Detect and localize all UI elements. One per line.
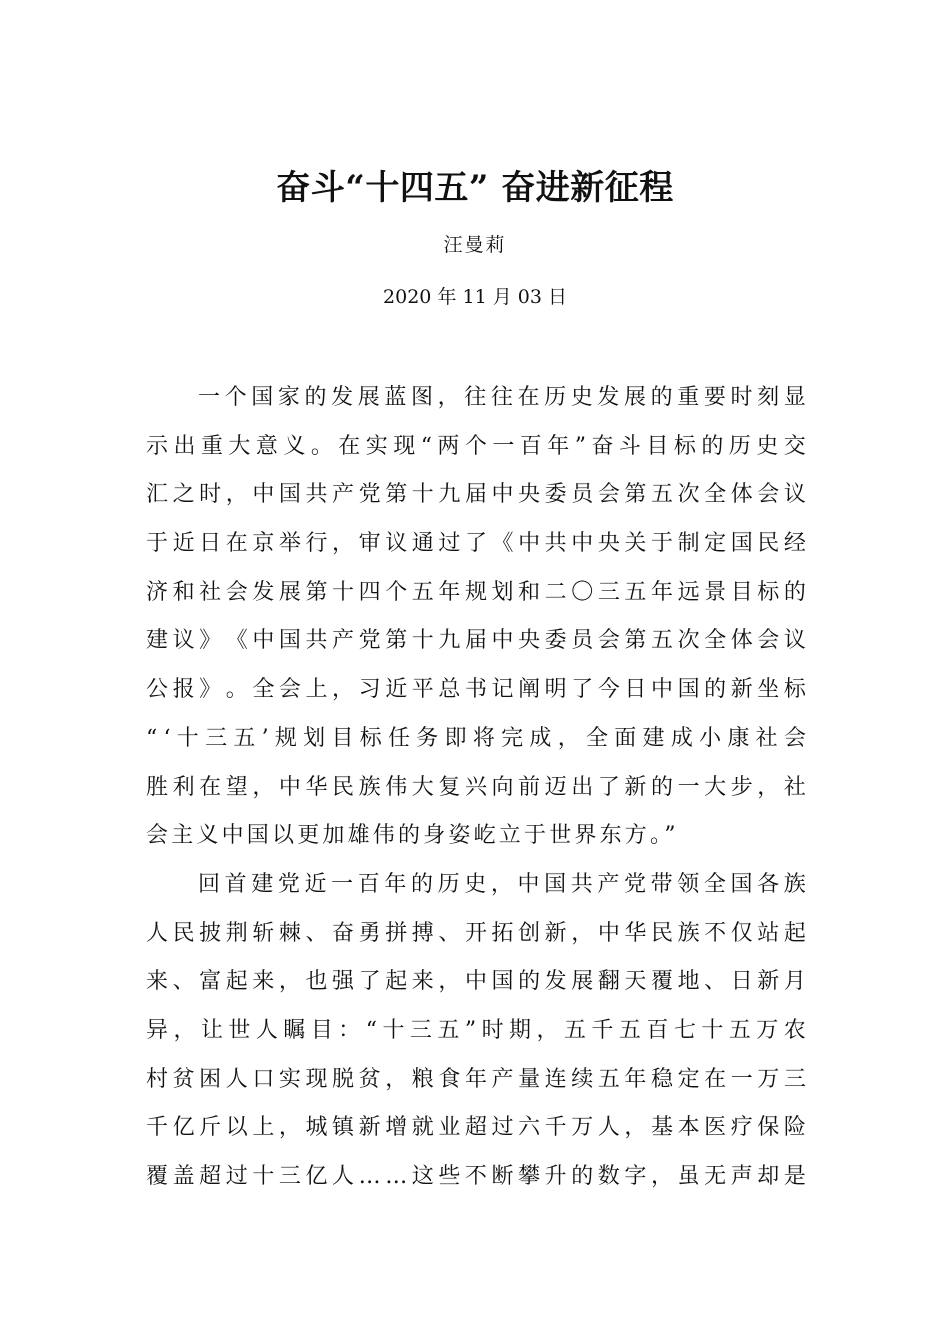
paragraph-line: 千 亿 斤 以 上 ， 城 镇 新 增 就 业 超 过 六 千 万 人 ， 基 本 医 疗 保 险: [146, 1115, 806, 1141]
paragraph-line: 回 首 建 党 近 一 百 年 的 历 史 ， 中 国 共 产 党 带 领 全 国 各 族: [198, 871, 806, 897]
paragraph-line: 胜 利 在 望 ， 中 华 民 族 伟 大 复 兴 向 前 迈 出 了 新 的 一 大 步 ， 社: [146, 774, 806, 800]
paragraph-line: 会主义中国以更加雄伟的身姿屹立于世界东方。”: [146, 823, 679, 849]
paragraph-line: 济 和 社 会 发 展 第 十 四 个 五 年 规 划 和 二 〇 三 五 年 远 景 目 标 的: [146, 579, 806, 605]
paragraph-line: 异 ， 让 世 人 瞩 目 ： “ 十 三 五 ” 时 期 ， 五 千 五 百 七 十 五 万 农: [146, 1017, 806, 1043]
paragraph-line: “ ‘ 十 三 五 ’ 规 划 目 标 任 务 即 将 完 成 ， 全 面 建 成 小 康 社 会: [146, 725, 806, 751]
paragraph-line: 汇 之 时 ， 中 国 共 产 党 第 十 九 届 中 央 委 员 会 第 五 次 全 体 会 议: [146, 482, 806, 508]
author-name: 汪曼莉: [443, 234, 507, 256]
paragraph-line: 于 近 日 在 京 举 行 ， 审 议 通 过 了 《 中 共 中 央 关 于 制 定 国 民 经: [146, 531, 806, 557]
article-body: [146, 374, 806, 1202]
document-title: 奋斗“十四五” 奋进新征程: [276, 168, 674, 208]
paragraph-line: 人 民 披 荆 斩 棘 、 奋 勇 拼 搏 、 开 拓 创 新 ， 中 华 民 族 不 仅 站 起: [146, 920, 806, 946]
paragraph-line: 示 出 重 大 意 义 。 在 实 现 “ 两 个 一 百 年 ” 奋 斗 目 标 的 历 史 交: [146, 433, 806, 459]
paragraph-line: 覆 盖 超 过 十 三 亿 人 … … 这 些 不 断 攀 升 的 数 字 ， 虽 无 声 却 是: [146, 1164, 806, 1189]
paragraph-line: 建 议 》 《 中 国 共 产 党 第 十 九 届 中 央 委 员 会 第 五 次 全 体 会 议: [146, 628, 806, 654]
paragraph-line: 公 报 》 。 全 会 上 ， 习 近 平 总 书 记 阐 明 了 今 日 中 国 的 新 坐 标: [146, 677, 806, 703]
publish-date: 2020 年 11 月 03 日: [383, 286, 567, 308]
paragraph-line: 一 个 国 家 的 发 展 蓝 图 ， 往 往 在 历 史 发 展 的 重 要 时 刻 显: [198, 385, 806, 410]
paragraph-line: 村 贫 困 人 口 实 现 脱 贫 ， 粮 食 年 产 量 连 续 五 年 稳 定 在 一 万 三: [146, 1066, 806, 1092]
paragraph-line: 来 、 富 起 来 ， 也 强 了 起 来 ， 中 国 的 发 展 翻 天 覆 地 、 日 新 月: [146, 969, 806, 995]
